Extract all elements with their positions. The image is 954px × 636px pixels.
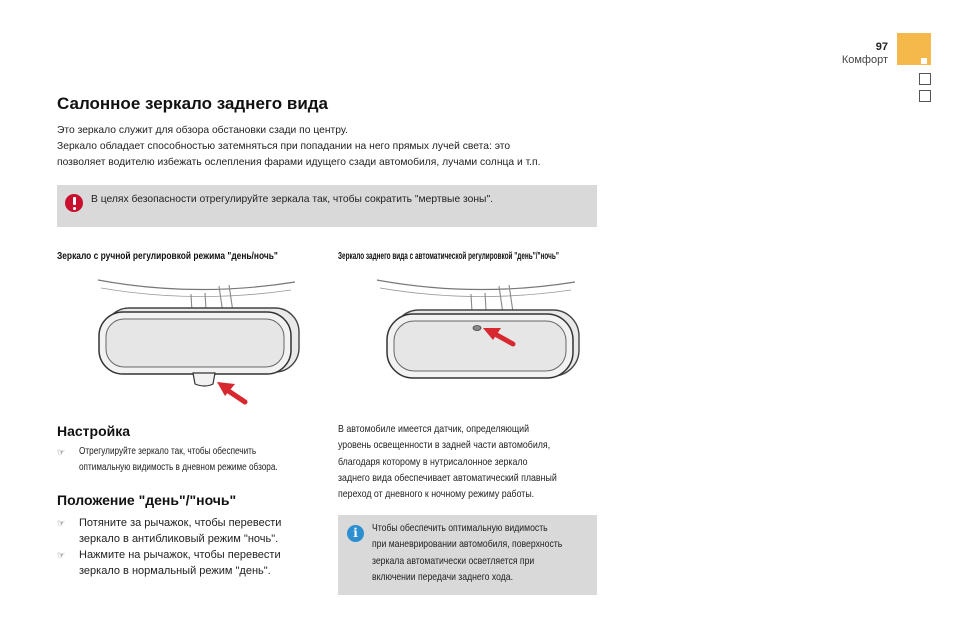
intro-line: Это зеркало служит для обзора обстановки сзади по центру.: [57, 125, 348, 136]
auto-mirror-description: [338, 421, 608, 502]
list-item: [57, 444, 317, 476]
info-text: [372, 521, 599, 586]
list-item-text: Отрегулируйте зеркало так, чтобы обеспечить: [79, 446, 257, 457]
info-box: [338, 515, 597, 595]
warning-text: В целях безопасности отрегулируйте зеркала так, чтобы сократить "мертвые зоны".: [91, 194, 493, 205]
warning-box: [57, 185, 597, 227]
info-icon: i: [347, 525, 364, 542]
pointing-hand-icon: ☞: [57, 518, 66, 528]
list-item-text: Потяните за рычажок, чтобы перевести: [79, 517, 282, 529]
list-item: [57, 515, 317, 547]
pointing-hand-icon: ☞: [57, 447, 66, 457]
text-line: переход от дневного к ночному режиму работы.: [338, 488, 535, 501]
adjust-heading: Настройка: [57, 423, 131, 439]
daynight-heading: Положение "день"/"ночь": [57, 492, 237, 508]
text-line: заднего вида обеспечивает автоматический плавный: [338, 471, 557, 484]
list-item-text: зеркало в антибликовый режим "ночь".: [79, 533, 279, 545]
adjust-list: [57, 444, 317, 476]
manual-mirror-illustration: [95, 276, 310, 408]
text-line: включении передачи заднего хода.: [372, 571, 514, 583]
page-number: 97: [875, 41, 888, 53]
text-line: Чтобы обеспечить оптимальную видимость: [372, 523, 548, 534]
list-item-text: оптимальную видимость в дневном режиме обзора.: [79, 462, 278, 473]
text-line: зеркала автоматически осветляется при: [372, 555, 535, 567]
auto-mirror-heading: Зеркало заднего вида с автоматической регулировкой "день"/"ночь": [338, 250, 559, 262]
chapter-tab: [919, 73, 931, 85]
intro-line: позволяет водителю избежать ослепления фарами идущего сзади автомобиля, лучами солнца и т.п.: [57, 157, 541, 168]
pointing-hand-icon: ☞: [57, 550, 66, 560]
arrow-icon: [217, 382, 245, 402]
list-item-text: Нажмите на рычажок, чтобы перевести: [79, 549, 281, 561]
text-line: при маневрировании автомобиля, поверхность: [372, 539, 563, 551]
intro-text: [57, 123, 617, 171]
warning-icon: [65, 194, 83, 212]
chapter-tab-active: [897, 33, 931, 65]
manual-mirror-heading: Зеркало с ручной регулировкой режима "день/ночь": [57, 250, 278, 262]
page-title: Салонное зеркало заднего вида: [57, 94, 329, 113]
section-title: Комфорт: [841, 54, 888, 66]
light-sensor: [473, 326, 481, 331]
chapter-tab: [919, 90, 931, 102]
auto-mirror-illustration: [375, 276, 585, 384]
text-line: В автомобиле имеется датчик, определяющий: [338, 423, 530, 435]
text-line: благодаря которому в нутрисалонное зеркало: [338, 455, 528, 468]
text-line: уровень освещенности в задней части автомобиля,: [338, 439, 551, 452]
list-item: [57, 547, 317, 579]
intro-line: Зеркало обладает способностью затемняться при попадании на него прямых лучей света: это: [57, 141, 511, 152]
daynight-list: [57, 515, 317, 579]
list-item-text: зеркало в нормальный режим "день".: [79, 565, 271, 577]
